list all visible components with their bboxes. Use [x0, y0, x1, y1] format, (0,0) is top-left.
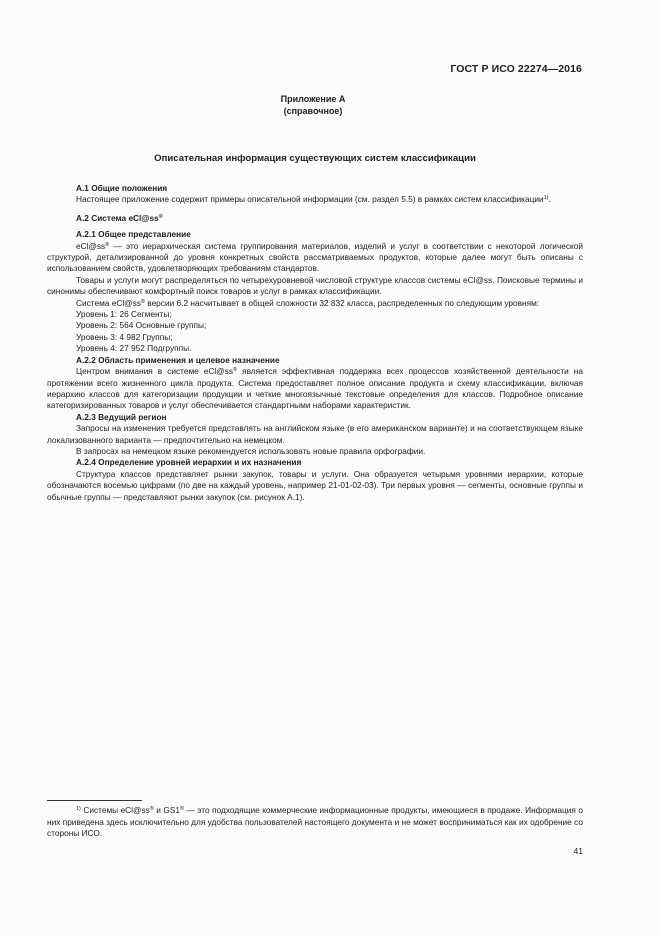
- section-a2-heading: А.2 Система eCl@ss®: [76, 212, 163, 223]
- level-item: Уровень 2: 564 Основные группы;: [76, 320, 207, 331]
- footnote-ref: 1): [543, 195, 549, 202]
- section-a1-heading: А.1 Общие положения: [76, 183, 168, 193]
- main-title: Описательная информация существующих систем классификации: [154, 153, 476, 164]
- appendix-subtitle: (справочное): [283, 106, 343, 116]
- level-item: Уровень 4: 27 952 Подгруппы.: [76, 343, 192, 354]
- section-a21-paragraph-3: Система eCl@ss® версии 6.2 насчитывает в общей сложности 32 832 класса, распределенных по следующим уровням:: [76, 297, 540, 308]
- level-item: Уровень 1: 26 Сегменты;: [76, 309, 172, 320]
- section-a22-heading: А.2.2 Область применения и целевое назначение: [76, 354, 280, 365]
- footnote-text: $^{1)}$ Системы eCl@ss® и GS1® — это подходящие коммерческие информационные продукты, имеющиеся в продаже. Информация о них приведена здесь исключительно для удобства пользователей настоящего документа и не может восприниматься как их одобрение со стороны ИСО.: [47, 805, 583, 839]
- section-a21-paragraph-2: Товары и услуги могут распределяться по четырехуровневой числовой структуре классов системы eCl@ss. Поисковые термины и синонимы обеспечивают комфортный поиск товаров и услуг в рамках классификации.: [47, 274, 583, 297]
- footnote-divider: [47, 800, 142, 801]
- section-a22-paragraph: Центром внимания в системе eCl@ss® является эффективная поддержка всех процессов хозяйственной деятельности на протяжении всего жизненного цикла продукта. Система предоставляет полное описание продукта и схему классификации, включая иерархию классов для категоризации продукции и четкие многоязычные текстовые определения для классов. Подробное описание категоризированных товаров и услуг обеспечивается стандартными наборами характеристик.: [47, 366, 583, 411]
- page-number: 41: [573, 846, 583, 856]
- section-a24-paragraph: Структура классов представляет рынки закупок, товары и услуги. Она образуется четырьмя уровнями иерархии, которые обозначаются восемью цифрами (по две на каждый уровень, например 21-01-02-03). Три первых уровня — сегменты, основные группы и обычные группы — представляют рынки закупок (см. рисунок А.1).: [47, 468, 583, 502]
- footnote: [47, 805, 583, 840]
- level-item: Уровень 3: 4 982 Группы;: [76, 331, 173, 342]
- standard-header: ГОСТ Р ИСО 22274—2016: [450, 63, 582, 75]
- section-a21-heading: А.2.1 Общее представление: [76, 229, 191, 240]
- appendix-heading: [0, 93, 626, 117]
- section-a1-paragraph: Настоящее приложение содержит примеры описательной информации (см. раздел 5.5) в рамках систем классификации$^{1)}$.: [76, 194, 551, 205]
- section-a23-heading: А.2.3 Ведущий регион: [76, 411, 167, 422]
- document-body: [47, 183, 583, 503]
- section-a21-paragraph-1: eCl@ss® — это иерархическая система группирования материалов, изделий и услуг в соответствии с некоторой логической структурой, детализированной до уровня конкретных свойств рассматриваемых продуктов, которые далее могут быть описаны с использованием свойств, удовлетворяющих требованиям стандартов.: [47, 240, 583, 274]
- section-a23-paragraph-2: В запросах на немецком языке рекомендуется использовать новые правила орфографии.: [76, 445, 426, 456]
- section-a23-paragraph-1: Запросы на изменения требуется представлять на английском языке (в его американском варианте) и на соответствующем языке локализованного варианта — предпочтительно на немецком.: [47, 423, 583, 445]
- appendix-title: Приложение А: [280, 94, 346, 104]
- section-a24-heading: А.2.4 Определение уровней иерархии и их назначения: [76, 457, 302, 468]
- footnote-mark: 1): [76, 806, 81, 812]
